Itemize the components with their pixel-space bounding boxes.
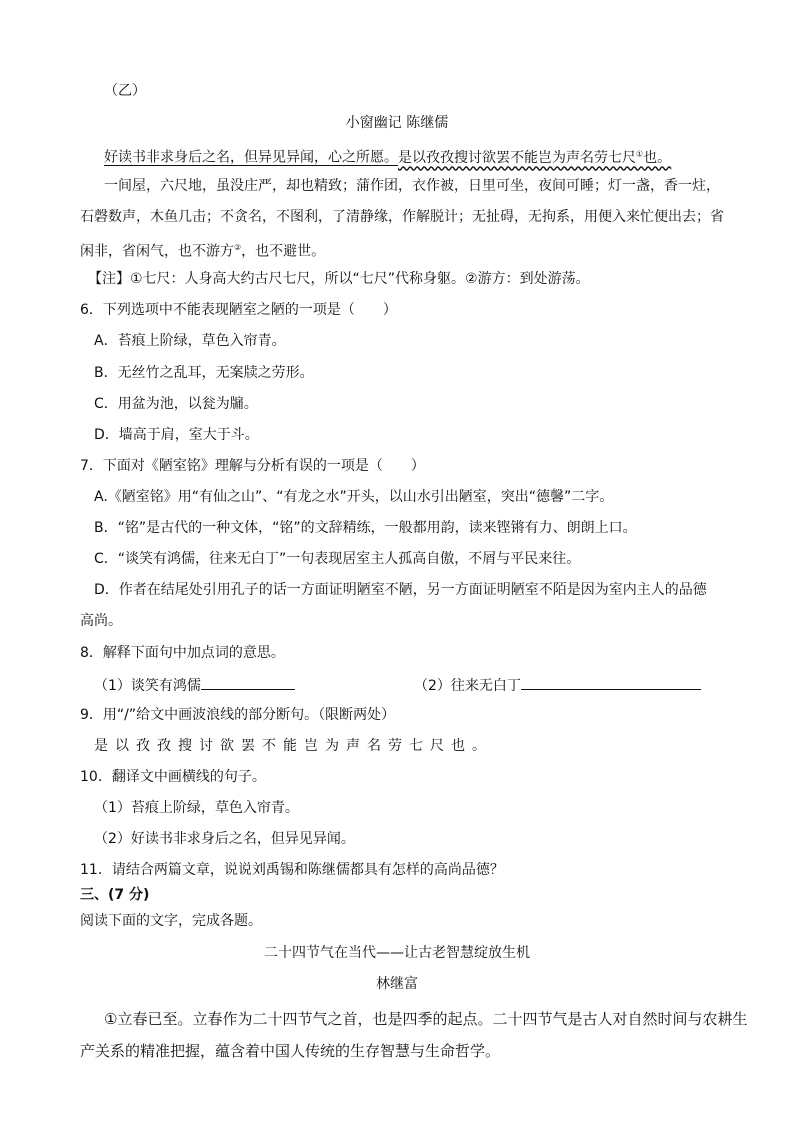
question-9: 9．用“/”给文中画波浪线的部分断句。（限断两处） <box>80 707 396 723</box>
passage-paragraph-1 <box>104 145 671 167</box>
section-heading: 三、(7 分) <box>80 887 150 903</box>
passage-note: 【注】①七尺：人身高大约古尺七尺，所以“七尺”代称身躯。②游方：到处游荡。 <box>88 271 590 287</box>
q6-option-a: A．苔痕上阶绿，草色入帘青。 <box>94 333 286 349</box>
question-7: 7．下面对《陋室铭》理解与分析有误的一项是（ ） <box>80 458 425 474</box>
passage-p2-line-1: 一间屋，六尺地，虽没庄严，却也精致；蒲作团，衣作被，日里可坐，夜间可睡；灯一盏，香一炷， <box>104 178 720 194</box>
q7-option-a: A.《陋室铭》用“有仙之山”、“有龙之水”开头，以山水引出陋室，突出“德馨”二字。 <box>94 489 614 505</box>
q7-option-b: B．“铭”是古代的一种文体，“铭”的文辞精练，一般都用韵，读来铿锵有力、朗朗上口。 <box>94 520 637 536</box>
passage-title: 小窗幽记 陈继儒 <box>345 115 449 131</box>
question-10: 10．翻译文中画横线的句子。 <box>80 769 266 785</box>
question-11: 11．请结合两篇文章，说说刘禹锡和陈继儒都具有怎样的高尚品德？ <box>80 862 504 878</box>
underlined-sentence: 好读书非求身后之名，但异见异闻，心之所愿。 <box>104 149 398 166</box>
q8-item-1: （1）谈笑有鸿儒 <box>94 675 295 695</box>
question-6: 6．下列选项中不能表现陋室之陋的一项是（ ） <box>80 302 397 318</box>
section-instruction: 阅读下面的文字，完成各题。 <box>80 913 262 929</box>
article-p1-line-1: ①立春已至。立春作为二十四节气之首，也是四季的起点。二十四节气是古人对自然时间与农耕生 <box>104 1010 748 1028</box>
passage-p2-line-3: 闲非，省闲气，也不游方②，也不避世。 <box>80 243 326 260</box>
q7-option-c: C．“谈笑有鸿儒，往来无白丁”一句表现居室主人孤高自傲，不屑与平民来往。 <box>94 551 581 567</box>
q9-sentence: 是以孜孜搜讨欲罢不能岂为声名劳七尺也。 <box>94 738 493 754</box>
q7-option-d-cont: 高尚。 <box>80 613 122 629</box>
q10-item-2: （2）好读书非求身后之名，但异见异闻。 <box>94 831 355 847</box>
q8-answer-blank-1[interactable] <box>201 675 295 690</box>
footnote-ref-1: ① <box>636 149 644 158</box>
article-title: 二十四节气在当代——让古老智慧绽放生机 <box>264 945 530 961</box>
q8-answer-blank-2[interactable] <box>521 675 701 690</box>
q7-option-d: D．作者在结尾处引用孔子的话一方面证明陋室不陋，另一方面证明陋室不陌是因为室内主人的品德 <box>94 582 707 598</box>
q6-option-b: B．无丝竹之乱耳，无案牍之劳形。 <box>94 365 314 381</box>
passage-label: （乙） <box>104 83 146 99</box>
wavy-sentence: 是以孜孜搜讨欲罢不能岂为声名劳七尺①也。 <box>398 149 672 166</box>
article-author: 林继富 <box>376 976 418 992</box>
question-8: 8．解释下面句中加点词的意思。 <box>80 645 285 661</box>
q10-item-1: （1）苔痕上阶绿，草色入帘青。 <box>94 800 299 816</box>
q8-item-2: （2）往来无白丁 <box>414 675 701 695</box>
passage-p2-line-2: 石磬数声，木鱼几击；不贪名，不图利，了清静缘，作解脱计；无扯碍，无拘系，用便入来忙便出去；省 <box>80 209 724 225</box>
article-p1-line-2: 产关系的精准把握，蕴含着中国人传统的生存智慧与生命哲学。 <box>80 1042 501 1060</box>
footnote-ref-2: ② <box>234 243 242 252</box>
q6-option-c: C．用盆为池，以瓮为牖。 <box>94 396 258 412</box>
q6-option-d: D．墙高于肩，室大于斗。 <box>94 427 259 443</box>
